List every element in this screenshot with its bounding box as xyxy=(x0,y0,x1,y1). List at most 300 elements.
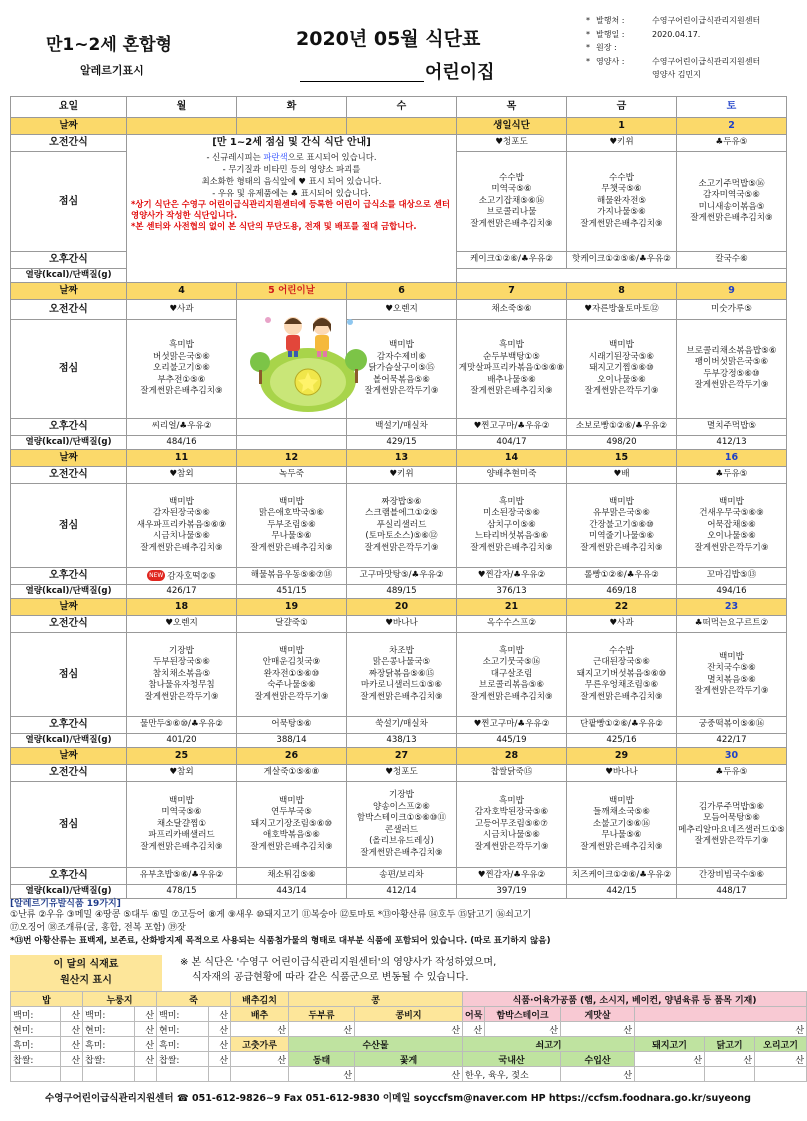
date-cell: 29 xyxy=(567,748,677,765)
kcal-label: 열량(kcal)/단백질(g) xyxy=(11,436,127,450)
lunch-item: 백미밥 xyxy=(279,496,304,507)
date-cell: 27 xyxy=(347,748,457,765)
date-cell: 5 어린이날 xyxy=(237,283,347,300)
origin-domestic-note: 한우, 육우, 젖소 xyxy=(463,1067,561,1082)
lunch-cell xyxy=(567,782,677,868)
lunch-item: 백미밥 xyxy=(719,651,744,662)
origin-san: 산 xyxy=(561,1022,635,1037)
date-label: 날짜 xyxy=(11,599,127,616)
origin-san: 산 xyxy=(289,1067,355,1082)
pm-snack-text: 꼬마김밥⑤⑬ xyxy=(706,570,757,581)
origin-san: 산 xyxy=(209,1037,231,1052)
pm-snack-text: 쑥설기/매실차 xyxy=(375,719,428,730)
origin-rice-type: 백미: xyxy=(11,1007,61,1022)
footer-contact: 수영구어린이급식관리지원센터 ☎ 051-612-9826~9 Fax 051-612-9830 이메일 soyccfsm@naver.com HP https://ccfsm.foodnara.go.kr/suyeong xyxy=(45,1093,751,1104)
pm-snack-text: ♥찐고구마/♣우유② xyxy=(473,719,550,730)
am-snack-cell: ♣떠먹는요구르트② xyxy=(677,616,787,633)
lunch-cell xyxy=(567,319,677,418)
origin-blank xyxy=(705,1067,755,1082)
lunch-item: 백미밥 xyxy=(389,340,414,351)
lunch-cell xyxy=(677,152,787,252)
origin-header-pork: 돼지고기 xyxy=(635,1037,705,1052)
pm-snack-text: 소보로빵①②⑥/♣우유② xyxy=(575,421,668,432)
lunch-item: 무챗국⑤⑥ xyxy=(601,184,642,195)
lunch-item: 백미밥 xyxy=(609,795,634,806)
origin-header-beef: 쇠고기 xyxy=(463,1037,635,1052)
kcal-cell: 426/17 xyxy=(127,585,237,599)
lunch-item: 백미밥 xyxy=(609,340,634,351)
lunch-cell xyxy=(347,484,457,568)
origin-row xyxy=(11,1052,807,1067)
lunch-label: 점심 xyxy=(11,152,127,252)
day-header-3: 수 xyxy=(347,97,457,118)
lunch-item: 미역국⑤⑥ xyxy=(161,807,202,818)
kcal-empty xyxy=(457,269,787,283)
lunch-item: 소고기뭇국⑤⑯ xyxy=(482,657,541,668)
lunch-item: 잘게썬맑은깍두기⑨ xyxy=(584,386,659,397)
allergy-line-1: ①난류 ②우유 ③메밀 ④땅콩 ⑤대두 ⑥밀 ⑦고등어 ⑧게 ⑨새우 ⑩돼지고기 ⑪복숭아 ⑫토마토 *⑬아황산류 ⑭호두 ⑮닭고기 ⑯쇠고기 xyxy=(10,910,532,920)
date-label: 날짜 xyxy=(11,283,127,300)
origin-sub-tofu: 두부류 xyxy=(289,1007,355,1022)
kcal-cell: 448/17 xyxy=(677,885,787,899)
lunch-label: 점심 xyxy=(11,782,127,868)
lunch-item: 브로콜리나물 xyxy=(486,207,537,218)
pm-snack-text: 단팥빵①②⑥/♣우유② xyxy=(580,719,663,730)
lunch-cell xyxy=(457,633,567,717)
lunch-cell xyxy=(567,633,677,717)
am-snack-row xyxy=(11,765,787,782)
lunch-item: 건새우무국⑤⑥⑨ xyxy=(699,508,764,519)
lunch-item: 잘게썬맑은배추김치⑨ xyxy=(140,542,223,553)
lunch-item: 버섯맑은국⑤⑥ xyxy=(153,351,210,362)
origin-blank xyxy=(61,1067,83,1082)
am-snack-cell: ♥사과 xyxy=(127,300,237,320)
lunch-item: 잘게썬맑은배추김치⑨ xyxy=(690,213,773,223)
age-group-label: 만1~2세 혼합형 xyxy=(46,35,172,55)
notice-line-2: - 무기질과 비타민 등의 영양소 파괴를 xyxy=(222,163,361,174)
origin-sub-hamburg: 함박스테이크 xyxy=(485,1007,561,1022)
pm-snack-text: 어묵탕⑤⑥ xyxy=(271,719,312,730)
origin-san: 산 xyxy=(135,1007,157,1022)
lunch-item: 소고기잡채⑤⑥⑯ xyxy=(478,195,545,206)
pm-snack-cell xyxy=(127,419,237,436)
lunch-item: 느타리버섯볶음⑤⑥ xyxy=(474,531,549,542)
pm-snack-cell xyxy=(677,868,787,885)
kcal-cell: 438/13 xyxy=(347,734,457,748)
pm-snack-text: 씨리얼/♣우유② xyxy=(151,421,212,432)
date-cell: 2 xyxy=(677,118,787,135)
lunch-item: 오리불고기⑤⑥ xyxy=(153,363,210,374)
lunch-item: 무나물⑤⑥ xyxy=(601,830,642,841)
origin-blank xyxy=(11,1067,61,1082)
pm-snack-text: ♥찐감자/♣우유② xyxy=(477,870,546,881)
lunch-item: 기장밥 xyxy=(169,645,194,656)
lunch-item: 채소달걀찜① xyxy=(156,818,207,829)
lunch-item: 잘게썬맑은배추김치⑨ xyxy=(470,386,553,397)
kcal-row xyxy=(11,734,787,748)
lunch-item: 짜장닭볶음⑤⑥⑮ xyxy=(368,668,435,679)
lunch-item: 대구살조림 xyxy=(490,668,533,679)
lunch-item: 김가루주먹밥⑤⑥ xyxy=(698,801,765,812)
notice-red-2: *본 센터와 사전협의 없이 본 식단의 무단도용, 전재 및 배포를 절대 금합니다. xyxy=(131,220,417,231)
lunch-item: 잘게썬맑은깍두기⑨ xyxy=(144,691,219,702)
am-snack-row xyxy=(11,616,787,633)
lunch-item: 백미밥 xyxy=(279,645,304,656)
origin-blank xyxy=(209,1067,231,1082)
lunch-cell xyxy=(127,782,237,868)
origin-rice-type: 백미: xyxy=(157,1007,209,1022)
lunch-item: 시금치나물⑤⑥ xyxy=(153,531,210,542)
date-cell: 25 xyxy=(127,748,237,765)
am-snack-cell: ♥참외 xyxy=(127,765,237,782)
lunch-cell xyxy=(567,152,677,252)
lunch-item: 멸치볶음⑤⑥ xyxy=(707,674,756,685)
pm-snack-text: 송편/보리차 xyxy=(379,870,424,881)
origin-sub-cabbage: 배추 xyxy=(231,1007,289,1022)
lunch-item: 마카로니샐러드①⑤⑥ xyxy=(360,680,443,691)
lunch-item: 잔치국수⑤⑥ xyxy=(707,663,756,673)
origin-san: 산 xyxy=(61,1022,83,1037)
origin-sub-import: 수입산 xyxy=(561,1052,635,1067)
lunch-item: 삼치구이⑤⑥ xyxy=(487,519,536,530)
lunch-item: 잘게썬맑은배추김치⑨ xyxy=(470,542,553,553)
lunch-item: 두부조림⑤⑥ xyxy=(267,519,316,530)
lunch-item: 미역줄기나물⑤⑥ xyxy=(588,531,655,542)
am-snack-cell: ♥키위 xyxy=(567,135,677,152)
lunch-item: (올리브유드레싱) xyxy=(369,836,434,846)
origin-blank xyxy=(635,1067,705,1082)
pm-snack-cell xyxy=(237,717,347,734)
origin-label: 이 달의 식재료 원산지 표시 xyxy=(10,955,162,991)
lunch-row xyxy=(11,633,787,717)
pm-snack-row xyxy=(11,717,787,734)
menu-table xyxy=(10,96,787,899)
lunch-label: 점심 xyxy=(11,633,127,717)
am-snack-cell: ♣두유⑤ xyxy=(677,765,787,782)
lunch-item: 잘게썬맑은배추김치⑨ xyxy=(360,847,443,858)
lunch-cell xyxy=(457,319,567,418)
lunch-cell xyxy=(677,484,787,568)
origin-sub-fishcake: 어묵 xyxy=(463,1007,485,1022)
lunch-item: 참나물유자청무침 xyxy=(148,680,215,691)
origin-header-kimchi: 배추김치 xyxy=(231,992,289,1007)
origin-sub-domestic: 국내산 xyxy=(463,1052,561,1067)
lunch-item: 잘게썬맑은배추김치⑨ xyxy=(140,841,223,852)
day-header-4: 목 xyxy=(457,97,567,118)
date-cell xyxy=(347,118,457,135)
pm-snack-cell xyxy=(127,717,237,734)
lunch-item: 흑미밥 xyxy=(169,340,194,351)
pm-snack-text: 감자호떡②⑤ xyxy=(167,570,216,581)
date-cell: 15 xyxy=(567,450,677,467)
pm-snack-cell xyxy=(567,868,677,885)
lunch-item: 맑은콩나물국⑤ xyxy=(372,657,431,668)
lunch-cell xyxy=(237,782,347,868)
pm-snack-label: 오후간식 xyxy=(11,868,127,885)
pm-snack-cell xyxy=(457,717,567,734)
kcal-cell: 376/13 xyxy=(457,585,567,599)
lunch-item: 백미밥 xyxy=(609,496,634,507)
kcal-cell: 425/16 xyxy=(567,734,677,748)
date-cell: 16 xyxy=(677,450,787,467)
origin-san: 산 xyxy=(485,1022,561,1037)
lunch-item: (토마토소스)⑤⑥⑫ xyxy=(365,531,438,542)
origin-header-bean: 콩 xyxy=(289,992,463,1007)
lunch-item: 잘게썬맑은깍두기⑨ xyxy=(254,691,329,702)
origin-header-chicken: 닭고기 xyxy=(705,1037,755,1052)
day-header-5: 금 xyxy=(567,97,677,118)
date-row xyxy=(11,599,787,616)
lunch-item: 연두부국⑤ xyxy=(271,807,312,818)
lunch-item: 브로콜리채소볶음밥⑤⑥ xyxy=(686,345,777,356)
origin-header-nurungji: 누룽지 xyxy=(83,992,157,1007)
kcal-cell: 412/14 xyxy=(347,885,457,899)
lunch-item: 브로콜리볶음⑤⑥ xyxy=(478,680,545,691)
date-cell: 13 xyxy=(347,450,457,467)
lunch-item: 잘게썬맑은배추김치⑨ xyxy=(580,691,663,702)
origin-san: 산 xyxy=(705,1052,755,1067)
lunch-item: 잘게썬맑은배추김치⑨ xyxy=(580,841,663,852)
am-snack-label: 오전간식 xyxy=(11,300,127,320)
lunch-item: 유부맑은국⑤⑥ xyxy=(593,508,650,519)
lunch-item: 오이나물⑤⑥ xyxy=(707,531,756,542)
date-cell: 23 xyxy=(677,599,787,616)
lunch-item: 맑은애호박국⑤⑥ xyxy=(258,508,325,519)
date-cell: 30 xyxy=(677,748,787,765)
pm-snack-text: 간장비빔국수⑤⑥ xyxy=(698,870,765,881)
kcal-cell: 397/19 xyxy=(457,885,567,899)
am-snack-cell: 채소죽⑤⑥ xyxy=(457,300,567,320)
am-snack-cell: ♥청포도 xyxy=(457,135,567,152)
pm-snack-cell xyxy=(347,868,457,885)
pm-snack-label: 오후간식 xyxy=(11,252,127,269)
origin-header-porridge: 죽 xyxy=(157,992,231,1007)
origin-note: ※ 본 식단은 '수영구 어린이급식관리지원센터'의 영양사가 작성하였으며, 식자재의 공급현황에 따라 같은 식품군으로 변동될 수 있습니다. xyxy=(180,957,497,983)
day-header-6: 토 xyxy=(677,97,787,118)
origin-san: 산 xyxy=(561,1067,635,1082)
origin-san: 산 xyxy=(355,1067,463,1082)
pm-snack-text: 유부초밥⑤⑥/♣우유② xyxy=(139,870,224,881)
origin-header-seafood: 수산물 xyxy=(289,1037,463,1052)
lunch-item: 함박스테이크①⑤⑥⑩⑪ xyxy=(356,813,447,823)
origin-header-rice: 밥 xyxy=(11,992,83,1007)
kcal-cell: 412/13 xyxy=(677,436,787,450)
origin-header-processed: 식품·어육가공품 (햄, 소시지, 베이컨, 양념육류 등 품목 기재) xyxy=(463,992,807,1007)
date-cell xyxy=(127,118,237,135)
lunch-item: 잘게썬맑은깍두기⑨ xyxy=(694,380,769,391)
kcal-cell: 404/17 xyxy=(457,436,567,450)
lunch-row xyxy=(11,319,787,418)
kcal-label: 열량(kcal)/단백질(g) xyxy=(11,734,127,748)
lunch-item: 잘게썬맑은깍두기⑨ xyxy=(364,542,439,553)
origin-blank xyxy=(755,1067,807,1082)
pm-snack-cell xyxy=(127,568,237,585)
kcal-cell: 469/18 xyxy=(567,585,677,599)
lunch-item: 양송이스프②⑥ xyxy=(373,801,430,812)
notice-line-4: - 우유 및 유제품에는 ♣ 표시되어 있습니다. xyxy=(212,187,371,198)
origin-table xyxy=(10,991,807,1082)
am-snack-cell: ♥자른방울토마토⑫ xyxy=(567,300,677,320)
origin-rice-type: 현미: xyxy=(11,1022,61,1037)
pm-snack-text: 핫케이크①②⑤⑥/♣우유② xyxy=(572,254,671,265)
pm-snack-text: 롤빵①②⑥/♣우유② xyxy=(584,570,659,581)
pm-snack-cell xyxy=(237,419,347,436)
date-cell: 생일식단 xyxy=(457,118,567,135)
lunch-item: 수수밥 xyxy=(499,172,524,183)
kcal-cell: 443/14 xyxy=(237,885,347,899)
pm-snack-cell xyxy=(567,568,677,585)
lunch-item: 근대된장국⑤⑥ xyxy=(593,657,650,668)
notice-line-3: 최소화한 형태의 음식앞에 ♥ 표시 되어 있습니다. xyxy=(201,175,382,186)
lunch-item: 잘게썬맑은배추김치⑨ xyxy=(250,841,333,852)
lunch-cell xyxy=(567,484,677,568)
date-cell: 11 xyxy=(127,450,237,467)
origin-san: 산 xyxy=(289,1022,355,1037)
am-snack-row xyxy=(11,135,787,152)
lunch-item: 잘게썬맑은배추김치⑨ xyxy=(360,691,443,702)
origin-sub-empty xyxy=(635,1007,807,1022)
lunch-cell xyxy=(347,633,457,717)
pm-snack-text: 케이크①②⑥/♣우유② xyxy=(470,254,553,265)
lunch-item: 푸실리샐러드 xyxy=(376,519,427,530)
kcal-label: 열량(kcal)/단백질(g) xyxy=(11,585,127,599)
lunch-item: 가지나물⑤⑥ xyxy=(597,207,646,218)
lunch-item: 수수밥 xyxy=(609,645,634,656)
origin-blank xyxy=(135,1067,157,1082)
kcal-cell: 494/16 xyxy=(677,585,787,599)
lunch-item: 메추리알마요네즈샐러드①⑤ xyxy=(678,824,785,835)
pm-snack-label: 오후간식 xyxy=(11,419,127,436)
origin-rice-type: 찹쌀: xyxy=(11,1052,61,1067)
lunch-item: 잘게썬맑은깍두기⑨ xyxy=(474,841,549,852)
lunch-item: 순두부백탕①⑤ xyxy=(483,351,540,362)
pm-snack-label: 오후간식 xyxy=(11,568,127,585)
lunch-label: 점심 xyxy=(11,484,127,568)
lunch-row xyxy=(11,782,787,868)
origin-sub-crab: 꽃게 xyxy=(355,1052,463,1067)
lunch-item: 잘게썬맑은깍두기⑨ xyxy=(364,386,439,397)
children-globe-svg xyxy=(238,300,378,418)
origin-san: 산 xyxy=(209,1052,231,1067)
lunch-item: 감자된장국⑤⑥ xyxy=(153,508,210,519)
am-snack-cell: ♥배 xyxy=(567,467,677,484)
lunch-item: 잘게썬맑은배추김치⑨ xyxy=(580,542,663,553)
lunch-row xyxy=(11,484,787,568)
lunch-item: 새우파프리카볶음⑤⑥⑨ xyxy=(136,519,227,530)
lunch-item: 소불고기⑤⑥⑯ xyxy=(592,818,651,829)
allergy-marker-label: 알레르기표시 xyxy=(80,64,144,77)
pm-snack-cell xyxy=(677,568,787,585)
lunch-cell xyxy=(677,782,787,868)
am-snack-label: 오전간식 xyxy=(11,467,127,484)
pm-snack-text: ♥찐고구마/♣우유② xyxy=(473,421,550,432)
origin-san: 산 xyxy=(355,1022,463,1037)
am-snack-label: 오전간식 xyxy=(11,765,127,782)
pm-snack-cell xyxy=(677,252,787,269)
holiday-illustration-cell xyxy=(237,300,347,419)
origin-row xyxy=(11,1022,807,1037)
lunch-item: 부추전①⑤⑥ xyxy=(157,374,206,385)
origin-san: 산 xyxy=(209,1022,231,1037)
origin-sub-pollock: 동태 xyxy=(289,1052,355,1067)
date-cell: 7 xyxy=(457,283,567,300)
date-cell: 1 xyxy=(567,118,677,135)
lunch-item: 모듬어묵탕⑤⑥ xyxy=(703,813,760,823)
origin-blank xyxy=(83,1067,135,1082)
pm-snack-cell xyxy=(677,419,787,436)
pm-snack-row xyxy=(11,568,787,585)
origin-blank xyxy=(231,1067,289,1082)
lunch-item: 무나물⑤⑥ xyxy=(271,531,312,542)
lunch-item: 수수밥 xyxy=(609,172,634,183)
lunch-item: 볼어묵볶음⑤⑥ xyxy=(373,374,430,385)
am-snack-cell: 양배추현미죽 xyxy=(457,467,567,484)
lunch-item: 차조밥 xyxy=(389,645,414,656)
am-snack-label: 오전간식 xyxy=(11,135,127,152)
date-label: 날짜 xyxy=(11,450,127,467)
pm-snack-row xyxy=(11,419,787,436)
notice-line-1: - 신규레시피는 파란색으로 표시되어 있습니다. xyxy=(206,151,377,162)
children-on-globe-illustration xyxy=(238,300,378,418)
publish-info: * 발행처 : 수영구어린이급식관리지원센터 * 발행일 : 2020.04.17. * 원장 : * 영양사 : 수영구어린이급식관리지원센터 영양사 김민지 xyxy=(586,16,761,79)
am-snack-cell: 달걀죽① xyxy=(237,616,347,633)
date-cell: 22 xyxy=(567,599,677,616)
pm-snack-text: 고구마맛탕⑤/♣우유② xyxy=(359,570,444,581)
pm-snack-cell xyxy=(567,717,677,734)
kcal-cell xyxy=(237,436,347,450)
lunch-item: 잘게썬맑은배추김치⑨ xyxy=(470,218,553,229)
pm-snack-text: ♥찐감자/♣우유② xyxy=(477,570,546,581)
lunch-item: 잘게썬맑은깍두기⑨ xyxy=(694,542,769,553)
lunch-item: 스크램블에그①②⑤ xyxy=(365,508,438,519)
lunch-item: 콘샐러드 xyxy=(384,824,419,835)
lunch-item: 닭가슴살구이⑤⑮ xyxy=(368,363,435,374)
lunch-item: 잘게썬맑은배추김치⑨ xyxy=(580,218,663,229)
pm-snack-cell xyxy=(237,568,347,585)
pm-snack-cell xyxy=(457,568,567,585)
kcal-cell: 451/15 xyxy=(237,585,347,599)
origin-header-chili: 고춧가루 xyxy=(231,1037,289,1052)
lunch-item: 배추나물⑤⑥ xyxy=(487,374,536,385)
lunch-item: 시래기된장국⑤⑥ xyxy=(588,351,655,362)
am-snack-cell: ♥키위 xyxy=(347,467,457,484)
origin-rice-type: 흑미: xyxy=(83,1037,135,1052)
am-snack-cell: 미숫가루⑤ xyxy=(677,300,787,320)
date-cell: 28 xyxy=(457,748,567,765)
pm-snack-cell xyxy=(347,419,457,436)
date-row xyxy=(11,748,787,765)
lunch-item: 흑미밥 xyxy=(499,645,524,656)
date-cell: 20 xyxy=(347,599,457,616)
pm-snack-cell xyxy=(237,868,347,885)
origin-sub-crabstick: 게맛살 xyxy=(561,1007,635,1022)
origin-row xyxy=(11,1037,807,1052)
lunch-item: 시금치나물⑤⑥ xyxy=(483,830,540,841)
am-snack-cell: ♥바나나 xyxy=(567,765,677,782)
date-cell: 9 xyxy=(677,283,787,300)
am-snack-cell: ♣두유⑤ xyxy=(677,135,787,152)
date-cell: 19 xyxy=(237,599,347,616)
pm-snack-label: 오후간식 xyxy=(11,717,127,734)
lunch-item: 잘게썬맑은배추김치⑨ xyxy=(140,386,223,397)
pm-snack-cell xyxy=(347,717,457,734)
date-cell: 12 xyxy=(237,450,347,467)
date-cell: 14 xyxy=(457,450,567,467)
lunch-cell xyxy=(677,633,787,717)
origin-rice-type: 현미: xyxy=(157,1022,209,1037)
lunch-item: 흑미밥 xyxy=(499,496,524,507)
origin-san: 산 xyxy=(135,1037,157,1052)
